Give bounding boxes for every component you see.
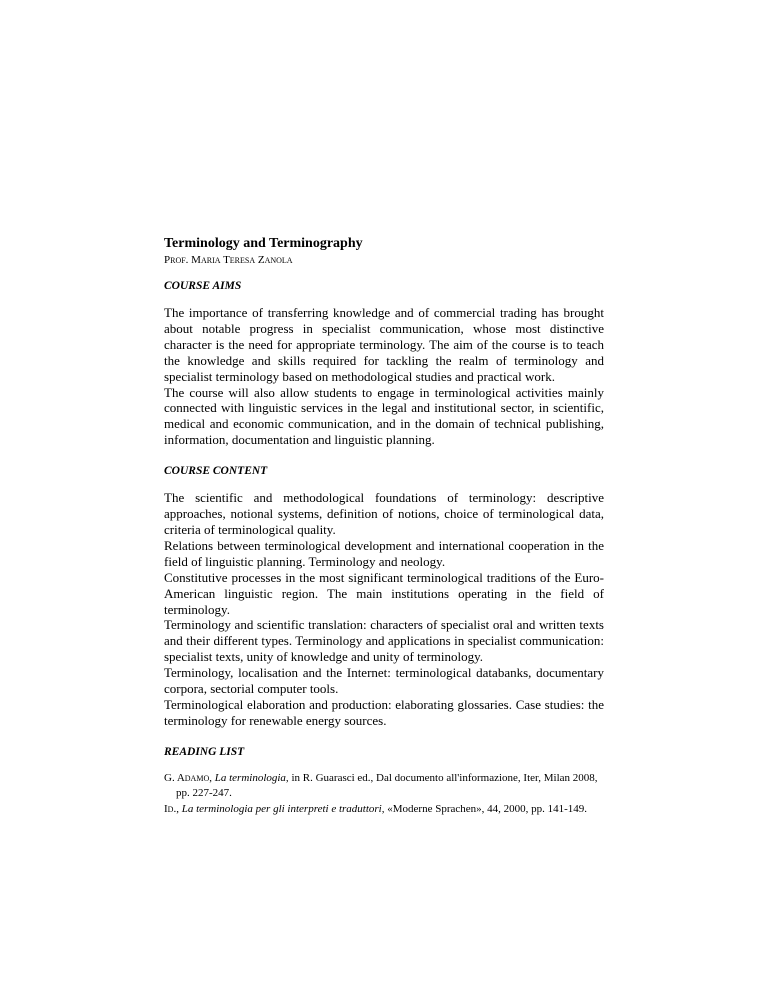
reading-details: in R. Guarasci ed., Dal documento all'informazione, Iter, Milan 2008, pp. 227-247.: [176, 771, 598, 799]
course-content-paragraph: The scientific and methodological foundations of terminology: descriptive approaches, notional systems, definition of notions, choice of terminological data, criteria of terminological quality.: [164, 490, 604, 537]
course-content-heading: COURSE CONTENT: [164, 465, 268, 478]
course-content-paragraph: Relations between terminological development and international cooperation in the field of linguistic planning. Terminology and neology.: [164, 537, 604, 569]
reading-list: [164, 771, 604, 817]
reading-author: G. Adamo,: [164, 771, 212, 784]
course-aims-paragraph: The importance of transferring knowledge and of commercial trading has brought about notable progress in specialist communication, whose most distinctive character is the need for appropriate terminology. The aim of the course is to teach the knowledge and skills required for tackling the realm of terminology and specialist terminology based on methodological studies and practical work.: [164, 305, 604, 384]
course-content-text: [164, 490, 604, 729]
reading-title: La terminologia,: [214, 771, 289, 784]
course-content-paragraph: Constitutive processes in the most significant terminological traditions of the Euro-American linguistic region. The main institutions operating in the field of terminology.: [164, 569, 604, 617]
course-aims-paragraph: The course will also allow students to engage in terminological activities mainly connected with linguistic services in the legal and institutional sector, in scientific, medical and economic communication, and in the domain of technical publishing, information, documentation and linguistic planning.: [164, 384, 604, 448]
reading-details: «Moderne Sprachen», 44, 2000, pp. 141-149.: [387, 802, 588, 815]
reading-author: Id.,: [164, 802, 179, 815]
course-title: Terminology and Terminography: [164, 236, 363, 251]
professor-name: Prof. Maria Teresa Zanola: [164, 254, 293, 266]
course-aims-text: [164, 305, 604, 448]
reading-list-item: [164, 802, 604, 817]
course-content-paragraph: Terminology, localisation and the Internet: terminological databanks, documentary corpora, sectorial computer tools.: [164, 665, 604, 697]
reading-list-heading: READING LIST: [164, 745, 245, 758]
reading-list-item: [164, 771, 604, 801]
course-content-paragraph: Terminology and scientific translation: characters of specialist oral and written texts and their different types. Terminology and applications in specialist communication: specialist texts, unity of knowledge and unity of terminology.: [164, 617, 604, 665]
course-content-paragraph: Terminological elaboration and production: elaborating glossaries. Case studies: the terminology for renewable energy sources.: [164, 696, 604, 728]
course-aims-heading: COURSE AIMS: [164, 280, 242, 292]
page-content: [164, 235, 604, 818]
reading-title: La terminologia per gli interpreti e traduttori,: [181, 802, 385, 815]
